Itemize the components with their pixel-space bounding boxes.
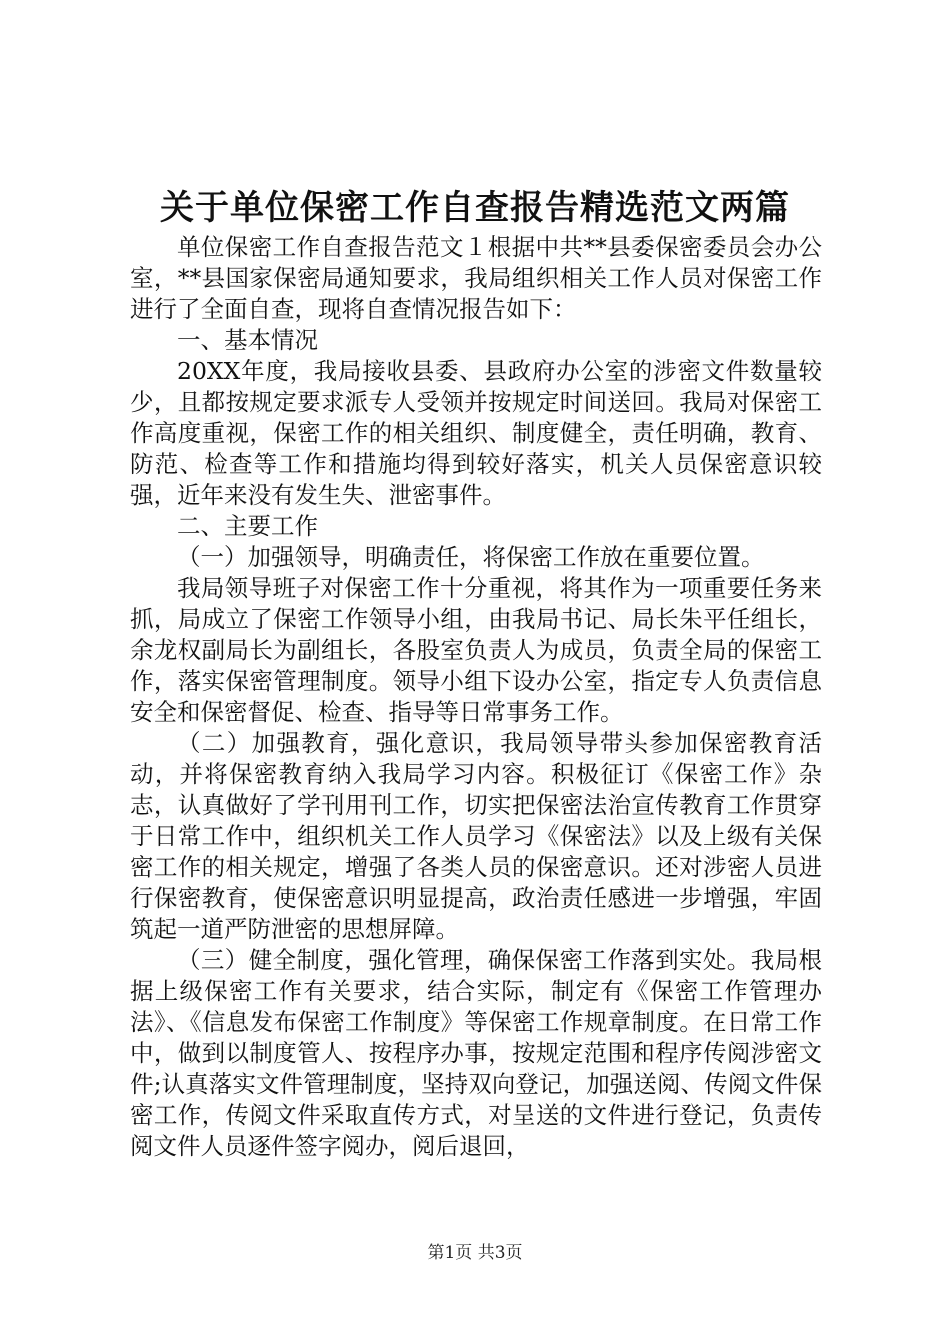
- document-title: 关于单位保密工作自查报告精选范文两篇: [160, 188, 790, 228]
- paragraph-leadership: 我局领导班子对保密工作十分重视，将其作为一项重要任务来抓，局成立了保密工作领导小组，由我局书记、局长朱平任组长，余龙权副局长为副组长，各股室负责人为成员，负责全局的保密工作，落实保密管理制度。领导小组下设办公室，指定专人负责信息安全和保密督促、检查、指导等日常事务工作。: [130, 574, 822, 726]
- subheading-leadership: （一）加强领导，明确责任，将保密工作放在重要位置。: [177, 543, 765, 571]
- paragraph-education: （二）加强教育，强化意识，我局领导带头参加保密教育活动，并将保密教育纳入我局学习内容。积极征订《保密工作》杂志，认真做好了学刊用刊工作，切实把保密法治宣传教育工作贯穿于日常工作中，组织机关工作人员学习《保密法》以及上级有关保密工作的相关规定，增强了各类人员的保密意识。还对涉密人员进行保密教育，使保密意识明显提高，政治责任感进一步增强，牢固筑起一道严防泄密的思想屏障。: [130, 729, 822, 943]
- heading-basic-situation: 一、基本情况: [177, 326, 318, 354]
- paragraph-system: （三）健全制度，强化管理，确保保密工作落到实处。我局根据上级保密工作有关要求，结合实际，制定有《保密工作管理办法》、《信息发布保密工作制度》等保密工作规章制度。在日常工作中，做到以制度管人、按程序办事，按规定范围和程序传阅涉密文件;认真落实文件管理制度，坚持双向登记，加强送阅、传阅文件保密工作，传阅文件采取直传方式，对呈送的文件进行登记，负责传阅文件人员逐件签字阅办，阅后退回，: [130, 946, 822, 1160]
- page-number: 第1页 共3页: [427, 1243, 523, 1263]
- heading-main-work: 二、主要工作: [177, 512, 318, 540]
- document-body: [130, 232, 822, 1162]
- paragraph-basic-situation: 20XX年度，我局接收县委、县政府办公室的涉密文件数量较少，且都按规定要求派专人受领并按规定时间送回。我局对保密工作高度重视，保密工作的相关组织、制度健全，责任明确，教育、防范、检查等工作和措施均得到较好落实，机关人员保密意识较强，近年来没有发生失、泄密事件。: [130, 357, 822, 509]
- paragraph-intro: 单位保密工作自查报告范文１根据中共**县委保密委员会办公室，**县国家保密局通知要求，我局组织相关工作人员对保密工作进行了全面自查，现将自查情况报告如下：: [130, 233, 822, 323]
